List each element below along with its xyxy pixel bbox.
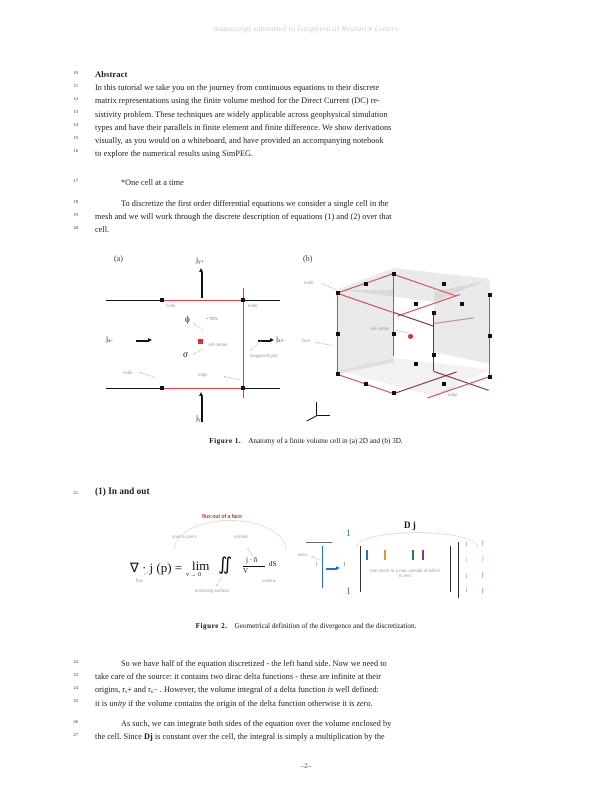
line-number: 22 bbox=[73, 659, 78, 664]
section-1-block bbox=[95, 485, 515, 498]
node-marker bbox=[241, 386, 245, 390]
annotation-3d-face: face bbox=[302, 338, 311, 343]
vector-component: j bbox=[466, 588, 468, 593]
cell-center-marker bbox=[198, 339, 203, 344]
annotation-volume: volume bbox=[262, 578, 277, 583]
figure-2-caption-number: Figure 2. bbox=[195, 622, 228, 630]
abstract-line: to explore the numerical results using SimPEG. bbox=[95, 149, 254, 159]
paragraph-line: To discretize the first order differential equations we consider a single cell in the bbox=[121, 199, 389, 208]
line-number: 18 bbox=[73, 199, 78, 204]
flux-label-right bbox=[276, 334, 284, 344]
line-number: 11 bbox=[73, 83, 78, 88]
paragraph-line: the cell. Since Dj is constant over the cell, the integral is simply a multiplication by the bbox=[95, 732, 385, 742]
figure-1 bbox=[98, 250, 518, 430]
cube-edge-marker bbox=[364, 282, 368, 286]
abstract-line: In this tutorial we take you on the journey from continuous equations to their discrete bbox=[95, 83, 380, 93]
integrate-paragraph bbox=[95, 717, 515, 743]
matrix-entry bbox=[366, 550, 368, 560]
cell-face-bottom bbox=[162, 388, 244, 389]
line-number: 26 bbox=[73, 719, 78, 724]
cell-face-top bbox=[162, 300, 244, 301]
cube-edge-marker bbox=[460, 302, 464, 306]
cube-node bbox=[392, 391, 396, 395]
annotation-node-top-right: node bbox=[248, 303, 258, 308]
running-head-prefix: manuscript submitted to bbox=[213, 24, 296, 33]
cube-edge-vertical bbox=[393, 274, 394, 356]
annotation-3d-cell-center: cell center bbox=[370, 326, 390, 331]
cube-node bbox=[432, 353, 436, 357]
flux-label-bottom-sub: y- bbox=[198, 417, 203, 423]
flux-arrow-left bbox=[136, 338, 152, 344]
vector-component: j bbox=[466, 574, 468, 579]
paragraph-line: So we have half of the equation discretized - the left hand side. Now we need to bbox=[121, 659, 387, 668]
divergence-equation-lhs: ∇ · j (p) = bbox=[130, 560, 183, 575]
leader-line bbox=[193, 348, 204, 355]
annotation-area: area bbox=[298, 552, 307, 557]
cube-node bbox=[488, 375, 492, 379]
line-number: 24 bbox=[73, 685, 78, 690]
cube-node bbox=[392, 272, 396, 276]
figure-1-caption bbox=[0, 437, 612, 445]
paragraph-line: cell. bbox=[95, 225, 110, 235]
matrix-entry bbox=[412, 550, 414, 560]
flux-label-left-sub: x- bbox=[108, 338, 113, 344]
axis-y bbox=[306, 415, 316, 421]
matrix-arc bbox=[356, 532, 478, 547]
face-sketch-unit-bottom: 1 bbox=[346, 586, 351, 596]
abstract-line: visually, as you would on a whiteboard, and have provided an accompanying notebook bbox=[95, 135, 384, 145]
line-number: 21 bbox=[73, 490, 78, 495]
annotation-3d-edge: edge bbox=[448, 392, 458, 397]
annotation-face: face bbox=[210, 316, 219, 321]
cube-edge-inner bbox=[394, 312, 434, 327]
cube-edge-marker bbox=[364, 382, 368, 386]
normal-arrow bbox=[326, 566, 340, 572]
vector-label: j bbox=[482, 572, 484, 578]
divergence-equation-numerator: j · n̂ bbox=[246, 556, 258, 564]
vector-label: j bbox=[482, 588, 484, 594]
line-number: 13 bbox=[73, 109, 78, 114]
grid-line-top-left bbox=[106, 300, 164, 301]
flux-label-top bbox=[196, 255, 204, 265]
line-number: 20 bbox=[73, 225, 78, 230]
line-number: 12 bbox=[73, 96, 78, 101]
face-sketch-line bbox=[322, 546, 323, 588]
paragraph-line: origins, $r_s+$ and $r_s-$ . However, the volume integral of a delta function is well defined: bbox=[95, 685, 380, 696]
annotation-staggered-grid: staggered grid bbox=[250, 353, 278, 358]
flux-label-top-sub: y+ bbox=[198, 259, 204, 265]
section-1-heading: (1) In and out bbox=[95, 486, 150, 496]
paragraph-line: it is unity if the volume contains the origin of the delta function otherwise it is zero. bbox=[95, 698, 373, 708]
paragraph-line: As such, we can integrate both sides of the equation over the volume enclosed by bbox=[121, 719, 392, 728]
cube-edge-marker bbox=[414, 362, 418, 366]
page-footer: –2– bbox=[300, 762, 312, 770]
paragraph-line: mesh and we will work through the discrete description of equations (1) and (2) over that bbox=[95, 212, 392, 222]
leader-line bbox=[316, 342, 332, 346]
grid-line-top-right bbox=[244, 300, 280, 301]
running-head-journal: Geophysical Research Letters bbox=[297, 24, 399, 33]
leader-line bbox=[224, 376, 240, 380]
cube-edge-marker bbox=[442, 282, 446, 286]
matrix-bracket-right bbox=[450, 546, 451, 592]
cube-node bbox=[432, 311, 436, 315]
flux-label-bottom bbox=[196, 413, 203, 423]
vector-label: j bbox=[482, 540, 484, 546]
leader-line bbox=[396, 330, 408, 333]
abstract-line: types and have their parallels in finite element and finite difference. We show derivations bbox=[95, 122, 392, 132]
running-head bbox=[0, 24, 612, 33]
line-number: 15 bbox=[73, 135, 78, 140]
face-sketch-label-2: j bbox=[344, 562, 346, 567]
leader-line bbox=[216, 577, 222, 586]
figure-1-caption-number: Figure 1. bbox=[209, 437, 242, 445]
annotation-cell-center: cell center bbox=[208, 342, 228, 347]
source-paragraph bbox=[95, 657, 515, 710]
line-number: 17 bbox=[73, 178, 78, 183]
flux-label-right-text: j bbox=[276, 334, 279, 343]
figure-2-caption bbox=[0, 622, 612, 630]
section-star-heading: *One cell at a time bbox=[121, 178, 184, 187]
annotation-3d-node: node bbox=[304, 280, 314, 285]
axis-x bbox=[316, 415, 330, 416]
leader-line bbox=[250, 341, 261, 351]
vector-label: j bbox=[482, 556, 484, 562]
node-marker bbox=[160, 298, 164, 302]
matrix-entry bbox=[384, 550, 386, 560]
cube-edge-marker bbox=[442, 382, 446, 386]
cube-edge-marker bbox=[392, 332, 396, 336]
panel-a-label: (a) bbox=[114, 254, 123, 263]
cell-face-right bbox=[243, 300, 244, 389]
abstract-line: sistivity problem. These techniques are widely applicable across geophysical simulation bbox=[95, 109, 388, 119]
line-number: 23 bbox=[73, 672, 78, 677]
cube-node bbox=[336, 291, 340, 295]
line-number: 25 bbox=[73, 698, 78, 703]
section-star-block bbox=[95, 176, 515, 189]
figure-1-caption-text: Anatomy of a finite volume cell in (a) 2D and (b) 3D. bbox=[248, 437, 403, 445]
face-sketch-unit-top: 1 bbox=[346, 528, 351, 538]
line-number: 10 bbox=[73, 70, 78, 75]
line-number: 19 bbox=[73, 212, 78, 217]
vector-component: j bbox=[466, 542, 468, 547]
figure-2-caption-text: Geometrical definition of the divergence and the discretization. bbox=[234, 622, 417, 630]
node-marker bbox=[160, 386, 164, 390]
annotation-nonzeros: non-zeros in a row, outside of which is zero bbox=[370, 568, 440, 579]
abstract-heading: Abstract bbox=[95, 69, 128, 79]
divergence-equation-denominator: V bbox=[243, 567, 249, 575]
vector-bracket bbox=[458, 542, 459, 598]
abstract-block bbox=[95, 68, 515, 160]
leader-line bbox=[322, 283, 337, 290]
paragraph-line: take care of the source: it contains two dirac delta functions - these are infinite at their bbox=[95, 672, 382, 682]
matrix-title: D j bbox=[404, 520, 416, 530]
cube-cell-center-marker bbox=[408, 334, 413, 339]
annotation-flux: flux bbox=[136, 578, 143, 583]
cube-edge-marker bbox=[414, 302, 418, 306]
annotation-node-bottom-left: node bbox=[123, 370, 133, 375]
annotation-flux-out: flux out of a face bbox=[202, 514, 242, 520]
line-number: 14 bbox=[73, 122, 78, 127]
annotation-edge: edge bbox=[198, 372, 208, 377]
leader-line bbox=[193, 323, 203, 331]
flux-label-left bbox=[106, 334, 113, 344]
node-marker bbox=[241, 298, 245, 302]
flux-arrow-top bbox=[199, 268, 205, 298]
potential-symbol: ϕ bbox=[185, 314, 190, 324]
line-number: 16 bbox=[73, 148, 78, 153]
annotation-normal: normal bbox=[234, 534, 248, 539]
conductivity-symbol: σ bbox=[183, 349, 188, 359]
cube-edge-vertical-hidden bbox=[433, 313, 434, 371]
annotation-enclosing-surface: enclosing surface bbox=[194, 588, 230, 593]
matrix-entry bbox=[422, 550, 424, 560]
divergence-equation-lim: lim bbox=[192, 558, 210, 573]
figure-2 bbox=[130, 512, 490, 612]
divergence-equation-integral: ∬ bbox=[218, 554, 233, 574]
flux-label-right-sub: x+ bbox=[278, 338, 284, 344]
face-sketch-top bbox=[306, 542, 332, 543]
cube-edge-marker bbox=[488, 334, 492, 338]
annotation-source-point: source point bbox=[172, 534, 196, 539]
face-sketch-label: j bbox=[316, 562, 318, 567]
leader-line bbox=[140, 372, 156, 378]
abstract-line: matrix representations using the finite volume method for the Direct Current (DC) re- bbox=[95, 96, 380, 106]
vector-component: j bbox=[466, 558, 468, 563]
axis-z bbox=[316, 402, 317, 416]
cube-node bbox=[488, 293, 492, 297]
flux-label-top-text: j bbox=[196, 255, 199, 264]
flux-label-bottom-text: j bbox=[196, 413, 199, 422]
grid-line-bottom-right bbox=[244, 388, 280, 389]
cube-edge-marker bbox=[336, 332, 340, 336]
flux-label-left-text: j bbox=[106, 334, 109, 343]
grid-line-bottom-left bbox=[106, 388, 164, 389]
intro-paragraph bbox=[95, 197, 515, 237]
cube-node bbox=[336, 372, 340, 376]
divergence-equation-ds: dS bbox=[269, 560, 277, 568]
panel-b-label: (b) bbox=[303, 254, 313, 263]
line-number: 27 bbox=[73, 732, 78, 737]
matrix-bracket-left bbox=[360, 546, 361, 592]
annotation-node-top-left: node bbox=[166, 303, 176, 308]
divergence-equation-lim-sub: v → 0 bbox=[186, 572, 201, 578]
